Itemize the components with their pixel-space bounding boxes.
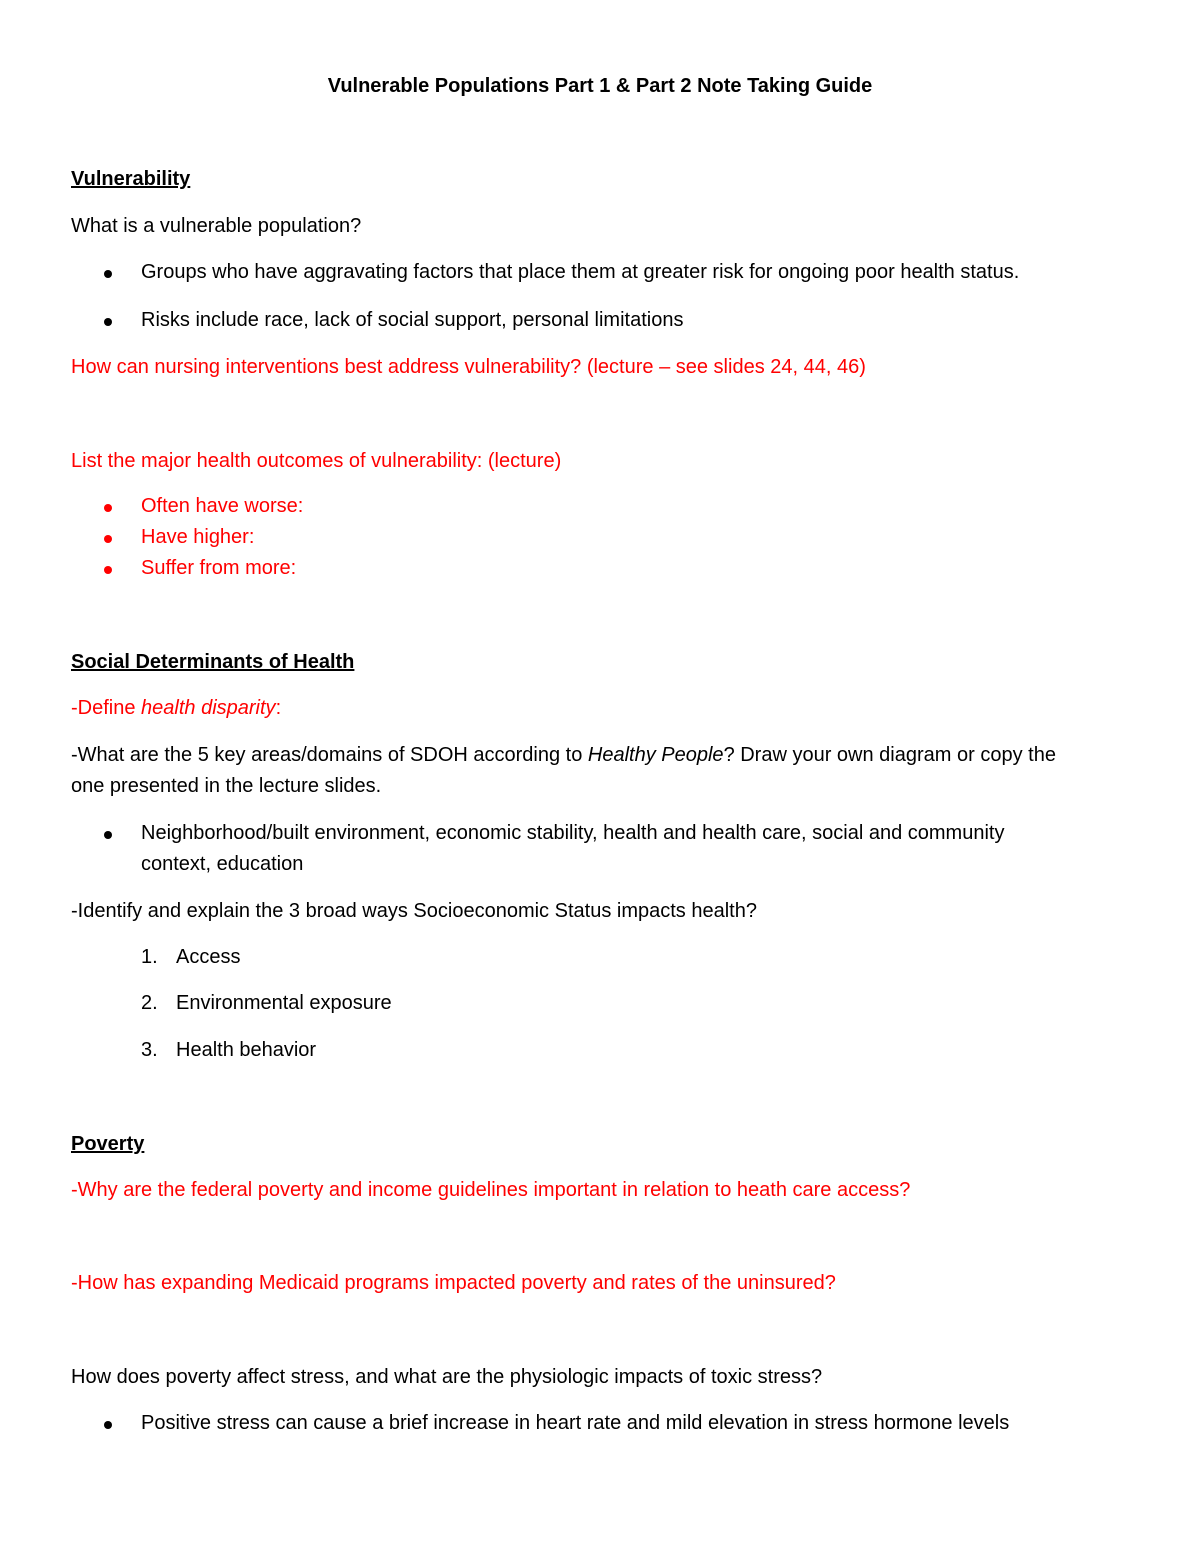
bullet-icon: [104, 821, 112, 845]
sdoh-domains-answer: Neighborhood/built environment, economic stability, health and health care, social and community: [141, 822, 1005, 844]
poverty-question-medicaid: -How has expanding Medicaid programs impacted poverty and rates of the uninsured?: [71, 1272, 836, 1294]
section-heading-vulnerability: Vulnerability: [71, 168, 191, 190]
outcome-item: Often have worse:: [141, 495, 304, 517]
bullet-icon: [104, 308, 112, 332]
sdoh-domains-question: [71, 743, 1056, 767]
sdoh-domains-answer-line2: context, education: [141, 853, 304, 875]
page-title: Vulnerable Populations Part 1 & Part 2 Note Taking Guide: [327, 75, 873, 97]
bullet-icon: [104, 494, 112, 518]
list-number: 3.: [141, 1039, 158, 1061]
bullet-icon: [104, 525, 112, 549]
vulnerability-bullet: Risks include race, lack of social support, personal limitations: [141, 309, 684, 331]
vulnerability-bullet: Groups who have aggravating factors that place them at greater risk for ongoing poor health status.: [141, 261, 1020, 283]
section-heading-sdoh: Social Determinants of Health: [71, 651, 355, 673]
ses-item: Access: [176, 946, 241, 968]
sdoh-domains-question-line2: one presented in the lecture slides.: [71, 775, 382, 797]
section-heading-poverty: Poverty: [71, 1133, 145, 1155]
outcome-item: Suffer from more:: [141, 557, 297, 579]
define-suffix: :: [275, 697, 282, 719]
list-number: 1.: [141, 946, 158, 968]
bullet-icon: [104, 260, 112, 284]
define-term: health disparity: [141, 697, 276, 719]
outcome-item: Have higher:: [141, 526, 255, 548]
vulnerability-question: What is a vulnerable population?: [71, 215, 362, 237]
domains-question-part2: ? Draw your own diagram or copy the: [723, 744, 1056, 766]
nursing-interventions-question: How can nursing interventions best address vulnerability? (lecture – see slides 24, 44, 46): [71, 356, 866, 378]
ses-item: Health behavior: [176, 1039, 317, 1061]
define-health-disparity: [71, 696, 281, 720]
domains-question-part1: -What are the 5 key areas/domains of SDOH according to: [71, 744, 588, 766]
poverty-stress-question: How does poverty affect stress, and what are the physiologic impacts of toxic stress?: [71, 1366, 823, 1388]
ses-item: Environmental exposure: [176, 992, 392, 1014]
define-prefix: -Define: [71, 697, 142, 719]
poverty-bullet: Positive stress can cause a brief increase in heart rate and mild elevation in stress hormone levels: [141, 1412, 1010, 1434]
poverty-question-guidelines: -Why are the federal poverty and income guidelines important in relation to heath care access?: [71, 1179, 911, 1201]
health-outcomes-prompt: List the major health outcomes of vulnerability: (lecture): [71, 450, 562, 472]
bullet-icon: [104, 1411, 112, 1435]
healthy-people-term: Healthy People: [587, 744, 724, 766]
bullet-icon: [104, 556, 112, 580]
ses-question: -Identify and explain the 3 broad ways Socioeconomic Status impacts health?: [71, 900, 757, 922]
list-number: 2.: [141, 992, 158, 1014]
